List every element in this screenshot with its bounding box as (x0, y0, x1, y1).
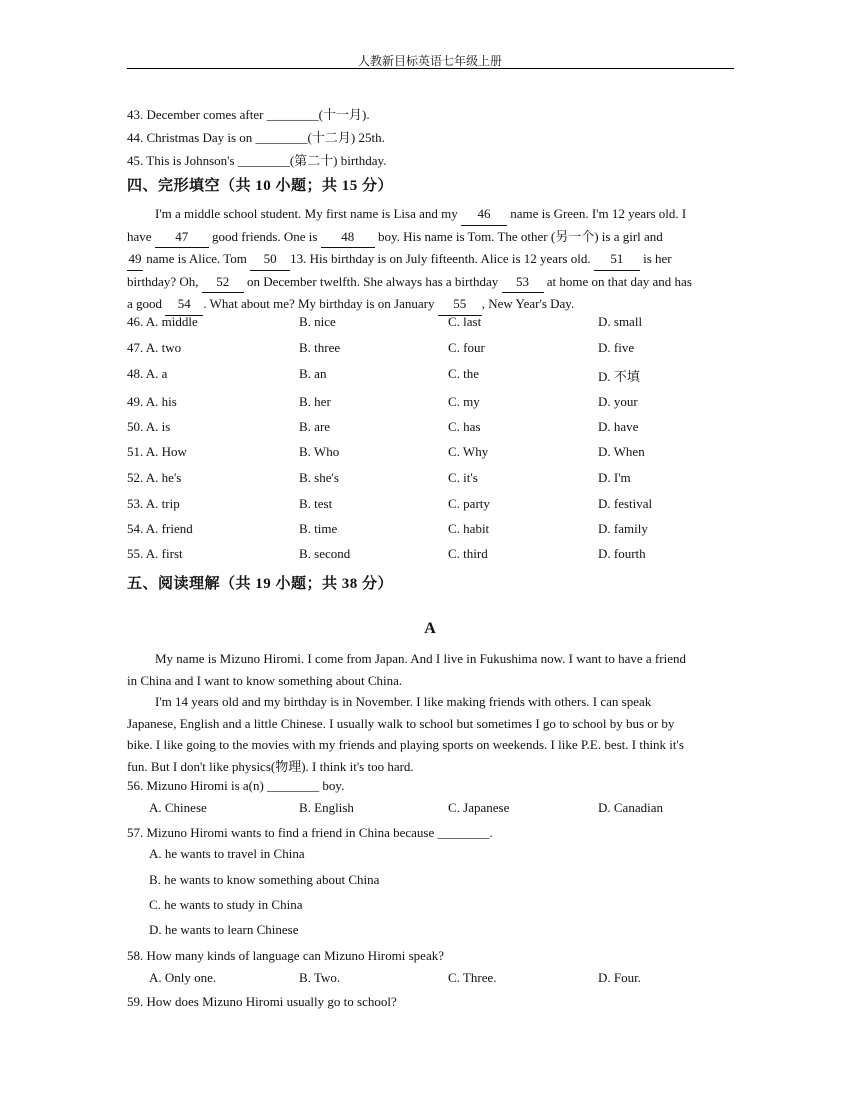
cloze-text: I'm a middle school student. My first name is Lisa and my (155, 206, 461, 221)
option-50-d: D. have (598, 419, 639, 434)
section-4-title: 四、完形填空（共 10 小题；共 15 分） (127, 178, 394, 194)
option-57-d: D. he wants to learn Chinese (149, 922, 299, 937)
cloze-text: at home on that day and has (543, 273, 692, 289)
option-56-d: D. Canadian (598, 800, 663, 815)
option-46-a: 46. A. middle (127, 314, 198, 329)
option-52-b: B. she's (299, 470, 339, 485)
option-56-b: B. English (299, 800, 354, 815)
passage-line: bike. I like going to the movies with my friends and playing sports on weekends. I like P.E. best. I think it's (127, 737, 684, 752)
cloze-text: a good (127, 296, 166, 311)
cloze-text: name is Green. I'm 12 years old. I (507, 206, 687, 221)
option-54-c: C. habit (448, 521, 490, 536)
option-47-c: C. four (448, 340, 485, 355)
blank-46: 46 (461, 203, 507, 226)
option-57-b: B. he wants to know something about China (149, 872, 380, 887)
blank-54: 54 (165, 293, 203, 316)
option-53-a: 53. A. trip (127, 496, 180, 511)
option-57-a: A. he wants to travel in China (149, 846, 305, 861)
option-58-a: A. Only one. (149, 970, 217, 985)
option-54-b: B. time (299, 521, 338, 536)
question-45: 45. This is Johnson's ________(第二十) birthday. (127, 153, 387, 168)
option-51-a: 51. A. How (127, 444, 187, 459)
option-50-b: B. are (299, 419, 331, 434)
option-46-b: B. nice (299, 314, 336, 329)
cloze-text: good friends. One is (208, 228, 321, 244)
option-47-b: B. three (299, 340, 341, 355)
cloze-text: . What about me? My birthday is on January (203, 296, 438, 311)
cloze-text: birthday? Oh, (127, 273, 202, 289)
option-54-a: 54. A. friend (127, 521, 193, 536)
blank-52: 52 (202, 271, 244, 294)
option-47-a: 47. A. two (127, 340, 182, 355)
blank-55: 55 (438, 293, 482, 316)
option-46-c: C. last (448, 314, 482, 329)
header-rule (127, 68, 734, 69)
option-54-d: D. family (598, 521, 648, 536)
blank-48: 48 (321, 226, 375, 249)
blank-53: 53 (502, 271, 544, 294)
question-59: 59. How does Mizuno Hiromi usually go to school? (127, 994, 397, 1009)
option-56-c: C. Japanese (448, 800, 510, 815)
option-53-b: B. test (299, 496, 333, 511)
passage-label: A (424, 620, 436, 637)
option-58-d: D. Four. (598, 970, 641, 985)
question-56: 56. Mizuno Hiromi is a(n) ________ boy. (127, 778, 345, 793)
blank-51: 51 (594, 248, 640, 271)
section-5-title: 五、阅读理解（共 19 小题；共 38 分） (127, 576, 394, 592)
cloze-text: is her (639, 251, 672, 266)
cloze-text: have (127, 228, 155, 244)
option-58-c: C. Three. (448, 970, 497, 985)
cloze-passage (127, 203, 735, 316)
passage-line: I'm 14 years old and my birthday is in November. I like making friends with others. I can speak (155, 694, 652, 709)
blank-49: 49 (127, 248, 143, 271)
option-50-c: C. has (448, 419, 481, 434)
cloze-text: on December twelfth. She always has a birthday (243, 273, 502, 289)
option-48-a: 48. A. a (127, 366, 168, 381)
option-51-c: C. Why (448, 444, 489, 459)
option-47-d: D. five (598, 340, 635, 355)
question-57: 57. Mizuno Hiromi wants to find a friend in China because ________. (127, 825, 493, 840)
cloze-text: , New Year's Day. (481, 296, 575, 311)
question-44: 44. Christmas Day is on ________(十二月) 25th. (127, 130, 385, 145)
option-52-a: 52. A. he's (127, 470, 182, 485)
blank-50: 50 (250, 248, 290, 271)
option-49-b: B. her (299, 394, 331, 409)
option-53-d: D. festival (598, 496, 653, 511)
option-46-d: D. small (598, 314, 643, 329)
option-48-b: B. an (299, 366, 327, 381)
page-header: 人教新目标英语七年级上册 (357, 54, 502, 68)
option-55-b: B. second (299, 546, 351, 561)
option-48-d: D. 不填 (598, 369, 640, 384)
question-58: 58. How many kinds of language can Mizuno Hiromi speak? (127, 948, 444, 963)
cloze-text: name is Alice. Tom (143, 251, 251, 266)
option-50-a: 50. A. is (127, 419, 171, 434)
option-55-a: 55. A. first (127, 546, 183, 561)
passage-line: Japanese, English and a little Chinese. I usually walk to school but sometimes I go to school by bus or by (127, 715, 675, 731)
option-56-a: A. Chinese (149, 800, 207, 815)
option-51-b: B. Who (299, 444, 340, 459)
passage-line: in China and I want to know something about China. (127, 672, 403, 688)
option-51-d: D. When (598, 444, 645, 459)
blank-47: 47 (155, 226, 209, 249)
option-52-d: D. I'm (598, 470, 631, 485)
passage-line: My name is Mizuno Hiromi. I come from Japan. And I live in Fukushima now. I want to have a friend (155, 651, 686, 666)
reading-passage (127, 648, 735, 777)
option-55-c: C. third (448, 546, 488, 561)
option-49-d: D. your (598, 394, 638, 409)
option-52-c: C. it's (448, 470, 478, 485)
cloze-text: boy. His name is Tom. The other (另一个) is a girl and (374, 228, 663, 244)
option-55-d: D. fourth (598, 546, 646, 561)
option-49-a: 49. A. his (127, 394, 177, 409)
passage-line: fun. But I don't like physics(物理). I think it's too hard. (127, 758, 414, 774)
option-48-c: C. the (448, 366, 480, 381)
option-49-c: C. my (448, 394, 480, 409)
option-53-c: C. party (448, 496, 490, 511)
option-57-c: C. he wants to study in China (149, 897, 303, 912)
cloze-text: 13. His birthday is on July fifteenth. Alice is 12 years old. (290, 251, 594, 266)
option-58-b: B. Two. (299, 970, 341, 985)
question-43: 43. December comes after ________(十一月). (127, 107, 370, 122)
